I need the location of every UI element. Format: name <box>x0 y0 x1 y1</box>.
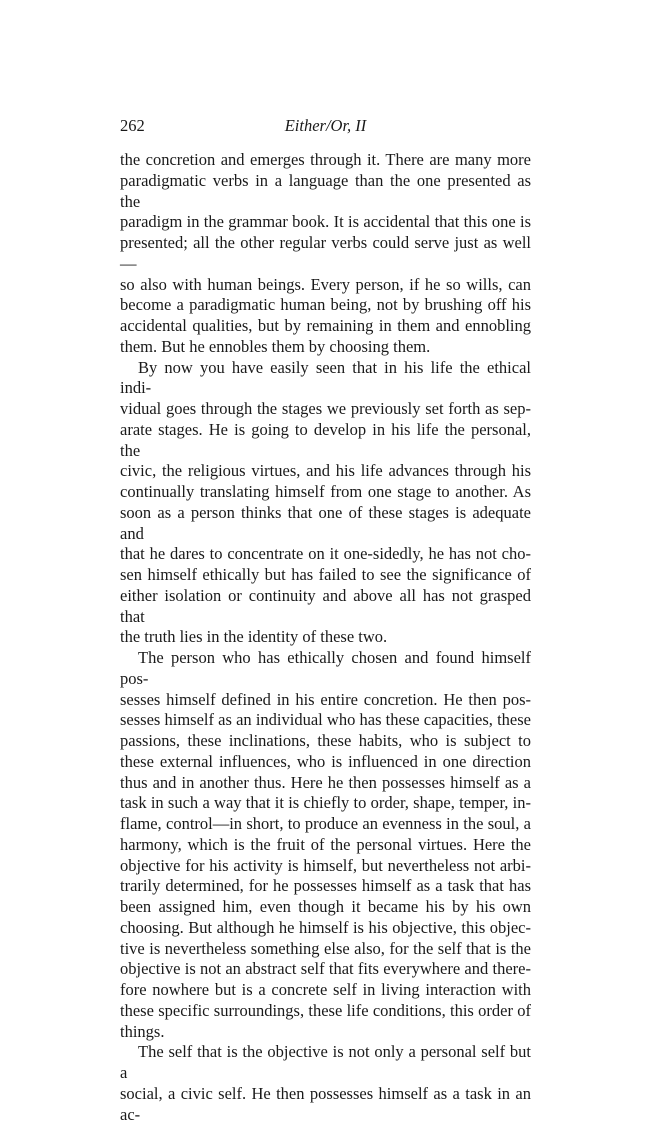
text-line: harmony, which is the fruit of the personal virtues. Here the <box>120 834 531 854</box>
text-line: civic, the religious virtues, and his life advances through his <box>120 461 531 481</box>
text-line: soon as a person thinks that one of these stages is adequate and <box>120 502 531 543</box>
text-line: tive is nevertheless something else also, for the self that is the <box>120 938 531 958</box>
text-line: the concretion and emerges through it. There are many more <box>120 150 531 169</box>
text-line: objective is not an abstract self that fits everywhere and there- <box>120 959 531 979</box>
text-line: presented; all the other regular verbs could serve just as well— <box>120 233 531 273</box>
page-number: 262 <box>120 116 145 135</box>
body-text <box>120 150 531 1125</box>
text-line: been assigned him, even though it became his by his own <box>120 897 531 916</box>
text-line: sen himself ethically but has failed to see the significance of <box>120 565 531 584</box>
text-line: them. But he ennobles them by choosing them. <box>120 336 431 356</box>
text-line: continually translating himself from one stage to another. As <box>120 482 531 501</box>
text-line: flame, control—in short, to produce an evenness in the soul, a <box>120 814 531 833</box>
text-line: arate stages. He is going to develop in his life the personal, the <box>120 419 531 460</box>
text-line: social, a civic self. He then possesses himself as a task in an ac- <box>120 1083 531 1124</box>
text-line: either isolation or continuity and above all has not grasped that <box>120 585 531 626</box>
text-line: objective for his activity is himself, but nevertheless not arbi- <box>120 855 531 875</box>
text-line: accidental qualities, but by remaining in them and ennobling <box>120 316 531 335</box>
text-line: By now you have easily seen that in his life the ethical indi- <box>120 357 531 398</box>
text-line: these specific surroundings, these life conditions, this order of <box>120 1000 531 1020</box>
text-line: task in such a way that it is chiefly to order, shape, temper, in- <box>120 793 531 813</box>
text-line: choosing. But although he himself is his objective, this objec- <box>120 917 531 937</box>
paragraph <box>120 648 531 1042</box>
text-line: sesses himself as an individual who has these capacities, these <box>120 710 531 730</box>
text-line: passions, these inclinations, these habits, who is subject to <box>120 731 531 750</box>
text-line: paradigmatic verbs in a language than the one presented as the <box>120 170 531 211</box>
paragraph <box>120 358 531 649</box>
paragraph <box>120 150 531 358</box>
text-line: so also with human beings. Every person, if he so wills, can <box>120 274 531 294</box>
text-line: The person who has ethically chosen and found himself pos- <box>120 648 531 688</box>
text-line: these external influences, who is influenced in one direction <box>120 751 531 771</box>
running-head <box>120 116 531 138</box>
text-line: thus and in another thus. Here he then possesses himself as a <box>120 772 531 792</box>
text-line: paradigm in the grammar book. It is accidental that this one is <box>120 212 531 232</box>
text-line: the truth lies in the identity of these two. <box>120 627 388 647</box>
text-line: that he dares to concentrate on it one-sidedly, he has not cho- <box>120 544 531 564</box>
paragraph <box>120 1042 531 1125</box>
text-line: sesses himself defined in his entire concretion. He then pos- <box>120 689 531 709</box>
text-line: The self that is the objective is not only a personal self but a <box>120 1042 531 1082</box>
text-line: fore nowhere but is a concrete self in living interaction with <box>120 980 531 999</box>
text-line: vidual goes through the stages we previously set forth as sep- <box>120 399 531 418</box>
text-line: trarily determined, for he possesses himself as a task that has <box>120 876 531 896</box>
running-title: Either/Or, II <box>284 116 367 135</box>
text-line: things. <box>120 1021 165 1041</box>
text-line: become a paradigmatic human being, not by brushing off his <box>120 295 531 315</box>
